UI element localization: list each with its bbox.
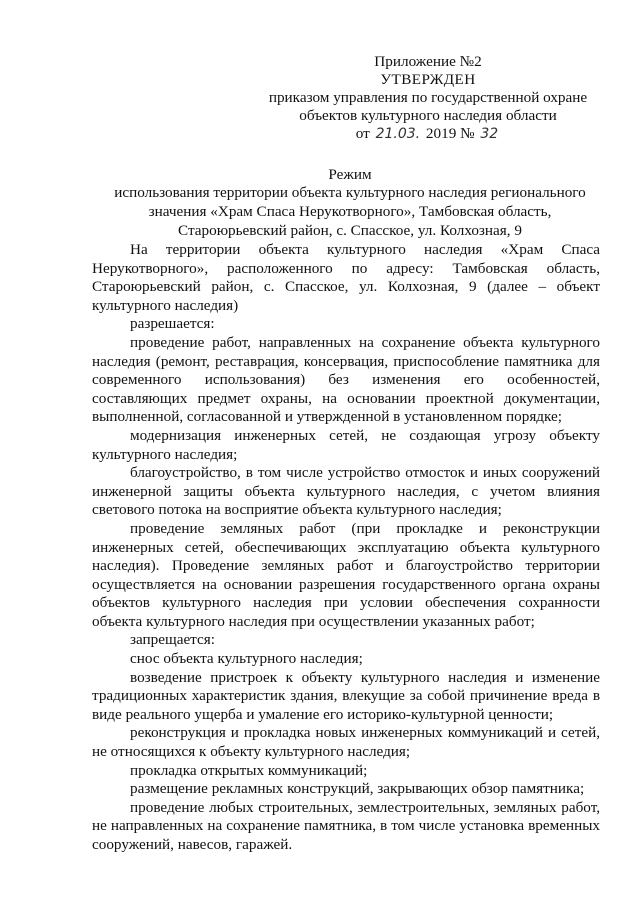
body-paragraph: благоустройство, в том числе устройство отмосток и иных сооружений инженерной защиты объекта культурного наследия, с учетом влияния светового потока на восприятие объекта культурного наследия; [92,464,600,519]
body-paragraph: размещение рекламных конструкций, закрывающих обзор памятника; [130,780,585,798]
document-title [90,165,610,184]
body-paragraph: проведение работ, направленных на сохранение объекта культурного наследия (ремонт, реставрация, консервация, приспособление памятника для современного использования) без изменения его особенностей, составляющих предмет охраны, на основании проектной документации, выполненной, согласованной и утвержденной в установленном порядке; [92,333,600,426]
body-paragraph: модернизация инженерных сетей, не создающая угрозу объекту культурного наследия; [92,426,600,463]
body-paragraph: проведение любых строительных, землестроительных, земляных работ, не направленных на сохранение памятника, в том числе установка временных сооружений, навесов, гаражей. [92,798,600,853]
body-paragraph: проведение земляных работ (при прокладке и реконструкции инженерных сетей, обеспечивающих эксплуатацию объекта культурного наследия). Проведение земляных работ и благоустройство территории осуществляется на основании разрешения государственного органа охраны объектов культурного наследия при условии обеспечения сохранности объекта культурного наследия при осуществлении указанных работ; [92,519,600,630]
order-line-1: приказом управления по государственной охране [268,89,588,106]
approved-stamp-label: УТВЕРЖДЕН [380,71,476,88]
body-paragraph: прокладка открытых коммуникаций; [130,761,368,779]
title-line-1: использования территории объекта культурного наследия регионального [114,184,586,201]
body-paragraph: запрещается: [130,631,215,649]
body-paragraph: снос объекта культурного наследия; [130,650,363,668]
title-heading: Режим [328,166,372,183]
date-prefix: от [355,125,370,142]
body-paragraph: На территории объекта культурного наследия «Храм Спаса Нерукотворного», расположенного по адресу: Тамбовская область, Староюрьевский район, с. Спасское, ул. Колхозная, 9 (далее – объект культурного наследия) [92,241,600,314]
order-line-2: объектов культурного наследия области [299,107,557,124]
appendix-label: Приложение №2 [374,53,482,70]
title-line-2: значения «Храм Спаса Нерукотворного», Тамбовская область, [148,203,552,220]
body-paragraph: возведение пристроек к объекту культурного наследия и изменение традиционных характеристик здания, влекущие за собой причинение вреда в виде реального ущерба и умаление его историко-культурной ценности; [92,668,600,723]
order-date-line [258,125,598,143]
handwritten-order-number: 32 [480,126,499,142]
document-body [92,241,600,855]
body-paragraph: реконструкция и прокладка новых инженерных коммуникаций и сетей, не относящихся к объекту культурного наследия; [92,724,600,761]
year-number-label: 2019 № [425,125,475,142]
document-subtitle [90,183,610,240]
title-line-3: Староюрьевский район, с. Спасское, ул. Колхозная, 9 [178,222,522,239]
body-paragraph: разрешается: [130,315,215,333]
handwritten-date: 21.03. [375,126,421,142]
approval-block [258,53,598,143]
